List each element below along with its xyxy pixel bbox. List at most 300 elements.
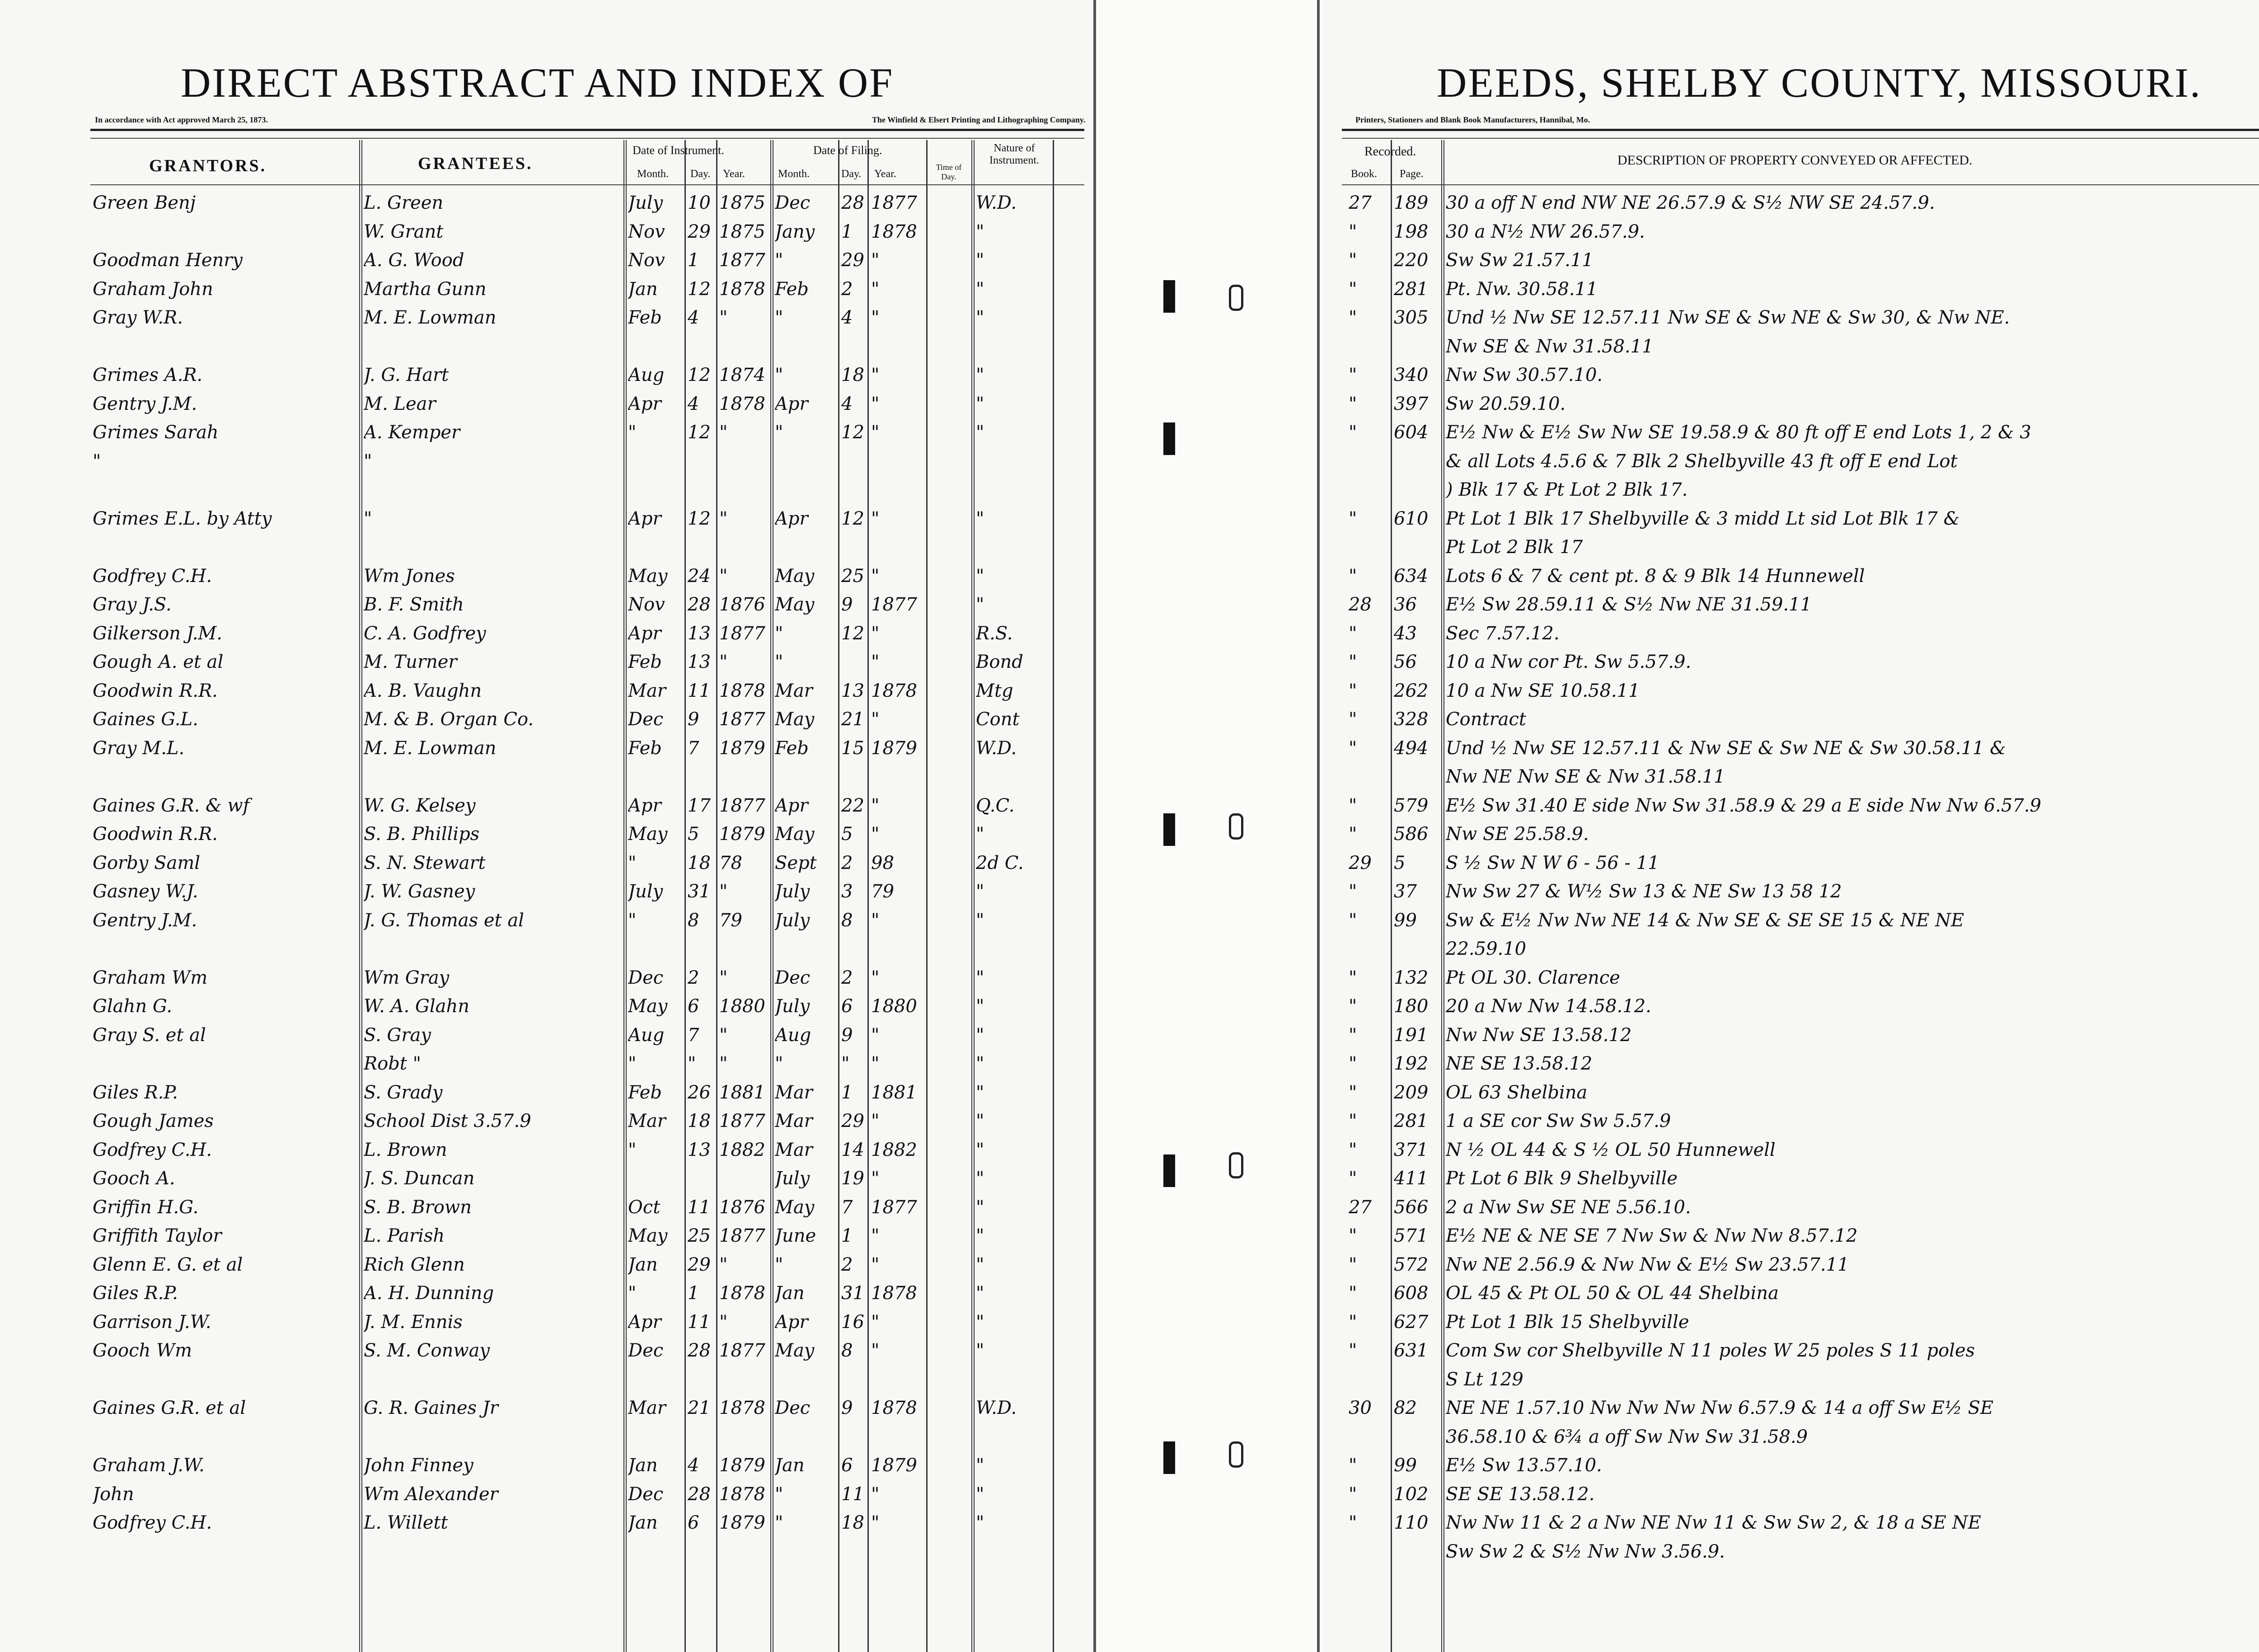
cell-page: 572 bbox=[1394, 1254, 1429, 1275]
cell-f-month: Jan bbox=[775, 1455, 805, 1476]
cell-description: E½ Nw & E½ Sw Nw SE 19.58.9 & 80 ft off E end Lots 1, 2 & 3 bbox=[1446, 422, 2031, 443]
cell-i-year: 1878 bbox=[719, 278, 765, 300]
cell-f-day: 22 bbox=[841, 795, 864, 816]
cell-nature: " bbox=[976, 594, 984, 615]
cell-f-month: " bbox=[775, 422, 783, 443]
ledger-row bbox=[0, 362, 1093, 387]
cell-i-month: May bbox=[628, 565, 668, 587]
cell-i-month: Dec bbox=[628, 1483, 664, 1505]
cell-f-year: 1878 bbox=[871, 1283, 917, 1304]
cell-description: Nw NE 2.56.9 & Nw Nw & E½ Sw 23.57.11 bbox=[1446, 1254, 1849, 1275]
cell-i-day: 26 bbox=[688, 1082, 711, 1103]
cell-f-month: May bbox=[775, 594, 815, 615]
cell-i-month: Apr bbox=[628, 508, 661, 529]
cell-description: S ½ Sw N W 6 - 56 - 11 bbox=[1446, 852, 1659, 873]
ledger-row-description bbox=[1324, 1079, 2259, 1105]
cell-i-month: Feb bbox=[628, 652, 662, 672]
ledger-row-description bbox=[1324, 678, 2259, 703]
cell-f-day: 8 bbox=[841, 1340, 853, 1361]
cell-grantor: Gaines G.L. bbox=[93, 709, 198, 730]
cell-grantor: John bbox=[93, 1483, 134, 1505]
cell-nature: " bbox=[976, 307, 984, 328]
ledger-row-description bbox=[1324, 620, 2259, 646]
cell-description: E½ NE & NE SE 7 Nw Sw & Nw Nw 8.57.12 bbox=[1446, 1225, 1858, 1246]
cell-i-month: Aug bbox=[628, 365, 665, 385]
ledger-row-description bbox=[1324, 1366, 2259, 1392]
cell-page: 192 bbox=[1394, 1053, 1429, 1074]
cell-f-year: 1877 bbox=[871, 192, 917, 213]
ledger-row bbox=[0, 219, 1093, 244]
cell-i-month: Feb bbox=[628, 307, 662, 328]
cell-book: " bbox=[1349, 1254, 1357, 1275]
cell-f-month: May bbox=[775, 1197, 815, 1218]
cell-nature: " bbox=[976, 250, 984, 271]
cell-description: Pt. Nw. 30.58.11 bbox=[1446, 278, 1598, 300]
cell-description: E½ Sw 31.40 E side Nw Sw 31.58.9 & 29 a E side Nw Nw 6.57.9 bbox=[1446, 795, 2042, 816]
cell-page: 191 bbox=[1394, 1024, 1429, 1046]
cell-book: " bbox=[1349, 393, 1357, 414]
cell-book: " bbox=[1349, 737, 1357, 759]
cell-nature: " bbox=[976, 1082, 984, 1103]
cell-grantee: S. M. Conway bbox=[364, 1340, 490, 1361]
cell-i-day: 12 bbox=[688, 365, 711, 385]
cell-grantee: A. G. Wood bbox=[364, 250, 464, 271]
cell-f-year: 1882 bbox=[871, 1139, 917, 1160]
cell-i-day: 7 bbox=[688, 1024, 699, 1046]
cell-nature: " bbox=[976, 1311, 984, 1333]
cell-grantee: Martha Gunn bbox=[364, 278, 487, 300]
ledger-row-description bbox=[1324, 1539, 2259, 1564]
cell-grantee: M. E. Lowman bbox=[364, 737, 497, 759]
cell-f-day: 7 bbox=[841, 1197, 853, 1218]
cell-page: 262 bbox=[1394, 680, 1429, 701]
cell-f-month: July bbox=[775, 996, 810, 1017]
cell-i-month: Jan bbox=[628, 1455, 658, 1476]
ledger-row-description bbox=[1324, 247, 2259, 272]
instrument-year-header: Year. bbox=[723, 168, 745, 180]
cell-grantor: Goodman Henry bbox=[93, 250, 243, 271]
cell-f-month: " bbox=[775, 307, 783, 328]
cell-f-year: 1878 bbox=[871, 1398, 917, 1418]
ledger-row-description bbox=[1324, 1395, 2259, 1420]
ledger-row bbox=[0, 1366, 1093, 1392]
ledger-row-description bbox=[1324, 993, 2259, 1018]
ledger-row-description bbox=[1324, 1338, 2259, 1363]
cell-description: 36.58.10 & 6¾ a off Sw Nw Sw 31.58.9 bbox=[1446, 1426, 1808, 1447]
ledger-row-description bbox=[1324, 1108, 2259, 1133]
cell-nature: " bbox=[976, 1283, 984, 1304]
cell-grantor: Giles R.P. bbox=[93, 1283, 178, 1304]
cell-i-year: 1878 bbox=[719, 1283, 765, 1304]
cell-book: 28 bbox=[1349, 594, 1372, 615]
cell-f-year: " bbox=[871, 250, 880, 271]
cell-f-year: " bbox=[871, 278, 880, 300]
cell-f-year: 1880 bbox=[871, 996, 917, 1017]
cell-f-month: " bbox=[775, 1512, 783, 1533]
cell-grantee: M. Lear bbox=[364, 393, 436, 414]
cell-grantee: A. B. Vaughn bbox=[364, 680, 482, 701]
ledger-row bbox=[0, 1022, 1093, 1047]
cell-grantee: J. W. Gasney bbox=[364, 881, 475, 902]
cell-grantee: S. N. Stewart bbox=[364, 852, 486, 873]
cell-grantee: W. G. Kelsey bbox=[364, 795, 476, 816]
cell-page: 604 bbox=[1394, 422, 1429, 443]
cell-i-year: 1876 bbox=[719, 1197, 765, 1218]
cell-description: 30 a off N end NW NE 26.57.9 & S½ NW SE 24.57.9. bbox=[1446, 192, 1935, 213]
cell-i-year: " bbox=[719, 1024, 728, 1046]
cell-f-year: 1881 bbox=[871, 1082, 917, 1103]
cell-i-day: 18 bbox=[688, 852, 711, 873]
ledger-row-description bbox=[1324, 706, 2259, 732]
date-of-instrument-header: Date of Instrument. bbox=[633, 144, 724, 157]
cell-page: 281 bbox=[1394, 278, 1429, 300]
cell-nature: " bbox=[976, 508, 984, 529]
cell-grantor: Glenn E. G. et al bbox=[93, 1254, 243, 1275]
ledger-row-description bbox=[1324, 878, 2259, 904]
cell-f-year: 79 bbox=[871, 881, 894, 902]
cell-i-year: 1882 bbox=[719, 1139, 765, 1160]
cell-grantee: John Finney bbox=[364, 1455, 473, 1476]
ledger-row-description bbox=[1324, 506, 2259, 531]
cell-book: " bbox=[1349, 307, 1357, 328]
cell-description: Nw NE Nw SE & Nw 31.58.11 bbox=[1446, 766, 1725, 787]
cell-i-month: Apr bbox=[628, 623, 661, 644]
ledger-row-description bbox=[1324, 1280, 2259, 1305]
cell-f-month: Mar bbox=[775, 1139, 813, 1160]
cell-i-year: 1877 bbox=[719, 623, 765, 644]
cell-i-year: 1881 bbox=[719, 1082, 765, 1103]
cell-i-month: " bbox=[628, 1053, 637, 1074]
cell-i-day: 21 bbox=[688, 1398, 711, 1418]
cell-page: 397 bbox=[1394, 393, 1429, 414]
cell-i-month: Jan bbox=[628, 1254, 658, 1275]
ledger-row bbox=[0, 1194, 1093, 1220]
ledger-row-description bbox=[1324, 305, 2259, 330]
cell-page: 281 bbox=[1394, 1111, 1429, 1131]
cell-f-day: 9 bbox=[841, 1024, 853, 1046]
cell-grantee: Wm Alexander bbox=[364, 1483, 498, 1505]
cell-i-month: " bbox=[628, 1139, 637, 1160]
cell-grantor: Graham John bbox=[93, 278, 213, 300]
cell-i-day: 24 bbox=[688, 565, 711, 587]
cell-grantor: Gray M.L. bbox=[93, 737, 185, 759]
cell-i-year: 1878 bbox=[719, 1398, 765, 1418]
cell-i-day: 29 bbox=[688, 1254, 711, 1275]
cell-grantee: M. Turner bbox=[364, 652, 457, 672]
cell-i-year: 78 bbox=[719, 852, 742, 873]
cell-nature: W.D. bbox=[976, 192, 1017, 213]
ledger-row bbox=[0, 1510, 1093, 1535]
cell-f-month: Mar bbox=[775, 1082, 813, 1103]
cell-i-year: 1877 bbox=[719, 1111, 765, 1131]
cell-page: 220 bbox=[1394, 250, 1429, 271]
cell-f-month: " bbox=[775, 1483, 783, 1505]
cell-i-year: 1879 bbox=[719, 1512, 765, 1533]
cell-nature: " bbox=[976, 422, 984, 443]
cell-book: " bbox=[1349, 910, 1357, 931]
cell-f-month: Apr bbox=[775, 508, 808, 529]
recorded-header: Recorded. bbox=[1364, 145, 1416, 159]
cell-grantor: Godfrey C.H. bbox=[93, 1512, 212, 1533]
instrument-day-header: Day. bbox=[690, 168, 711, 180]
description-header: DESCRIPTION OF PROPERTY CONVEYED OR AFFECTED. bbox=[1617, 153, 1973, 168]
cell-grantor: Goodwin R.R. bbox=[93, 680, 218, 701]
cell-f-year: " bbox=[871, 652, 880, 672]
cell-nature: " bbox=[976, 1111, 984, 1131]
ledger-row bbox=[0, 276, 1093, 301]
cell-description: Sw & E½ Nw Nw NE 14 & Nw SE & SE SE 15 & NE NE bbox=[1446, 910, 1964, 931]
cell-f-year: " bbox=[871, 1111, 880, 1131]
cell-grantor: Griffin H.G. bbox=[93, 1197, 199, 1218]
header-top-rule-thin bbox=[1342, 138, 2259, 139]
ledger-row-description bbox=[1324, 391, 2259, 416]
filing-month-header: Month. bbox=[778, 168, 810, 180]
cell-f-year: " bbox=[871, 1225, 880, 1246]
cell-f-month: Apr bbox=[775, 393, 808, 414]
cell-f-month: Jan bbox=[775, 1283, 805, 1304]
cell-i-day: 9 bbox=[688, 709, 699, 730]
ledger-row bbox=[0, 678, 1093, 703]
cell-grantee: A. H. Dunning bbox=[364, 1283, 494, 1304]
cell-page: 37 bbox=[1394, 881, 1417, 902]
cell-f-month: May bbox=[775, 565, 815, 587]
cell-i-year: 1877 bbox=[719, 1225, 765, 1246]
cell-i-year: 79 bbox=[719, 910, 742, 931]
cell-i-day: 5 bbox=[688, 824, 699, 845]
cell-i-day: 11 bbox=[688, 1311, 711, 1333]
cell-i-month: Mar bbox=[628, 1111, 666, 1131]
cell-i-day: 1 bbox=[688, 250, 699, 271]
cell-f-day: 18 bbox=[841, 1512, 864, 1533]
cell-f-day: 1 bbox=[841, 221, 853, 242]
cell-i-day: 12 bbox=[688, 422, 711, 443]
cell-i-month: Apr bbox=[628, 393, 661, 414]
cell-grantor: " bbox=[93, 451, 101, 472]
cell-f-day: 14 bbox=[841, 1139, 864, 1160]
header-bottom-rule bbox=[1342, 184, 2259, 185]
cell-description: 20 a Nw Nw 14.58.12. bbox=[1446, 996, 1651, 1017]
cell-f-day: 28 bbox=[841, 192, 864, 213]
cell-book: " bbox=[1349, 1024, 1357, 1046]
cell-grantee: M. E. Lowman bbox=[364, 307, 497, 328]
cell-book: 27 bbox=[1349, 1197, 1372, 1218]
ledger-row bbox=[0, 936, 1093, 961]
ledger-row-description bbox=[1324, 1051, 2259, 1076]
cell-i-month: " bbox=[628, 852, 637, 873]
ledger-row bbox=[0, 706, 1093, 732]
cell-i-month: May bbox=[628, 1225, 668, 1246]
cell-i-year: 1877 bbox=[719, 250, 765, 271]
cell-book: " bbox=[1349, 250, 1357, 271]
cell-i-year: 1878 bbox=[719, 393, 765, 414]
binding-hole bbox=[1229, 285, 1243, 311]
printer-note: The Winfield & Elsert Printing and Lithographing Company. bbox=[872, 115, 1086, 124]
cell-page: 36 bbox=[1394, 594, 1417, 615]
cell-i-year: 1879 bbox=[719, 737, 765, 759]
ledger-row-description bbox=[1324, 477, 2259, 502]
cell-grantor: Gray S. et al bbox=[93, 1024, 206, 1046]
cell-book: " bbox=[1349, 1340, 1357, 1361]
cell-book: " bbox=[1349, 1483, 1357, 1505]
cell-f-day: " bbox=[841, 1053, 850, 1074]
cell-description: Nw Sw 27 & W½ Sw 13 & NE Sw 13 58 12 bbox=[1446, 881, 1842, 902]
cell-i-day: 31 bbox=[688, 881, 711, 902]
cell-i-month: Aug bbox=[628, 1024, 665, 1046]
ledger-row-description bbox=[1324, 1252, 2259, 1277]
cell-i-year: " bbox=[719, 422, 728, 443]
ledger-row bbox=[0, 190, 1093, 215]
cell-f-day: 4 bbox=[841, 307, 853, 328]
book-gutter bbox=[1093, 0, 1324, 1652]
cell-f-day: 1 bbox=[841, 1082, 853, 1103]
cell-grantor: Gentry J.M. bbox=[93, 393, 197, 414]
header-top-rule bbox=[90, 129, 1084, 131]
cell-i-day: 1 bbox=[688, 1283, 699, 1304]
cell-i-year: 1879 bbox=[719, 824, 765, 845]
cell-description: Lots 6 & 7 & cent pt. 8 & 9 Blk 14 Hunnewell bbox=[1446, 565, 1865, 587]
cell-nature: " bbox=[976, 393, 984, 414]
ledger-row-description bbox=[1324, 764, 2259, 789]
cell-f-month: Mar bbox=[775, 680, 813, 701]
cell-f-month: July bbox=[775, 1168, 810, 1189]
cell-grantor: Gray W.R. bbox=[93, 307, 183, 328]
cell-i-year: " bbox=[719, 967, 728, 988]
cell-f-day: 2 bbox=[841, 967, 853, 988]
cell-grantee: S. Gray bbox=[364, 1024, 431, 1046]
cell-book: " bbox=[1349, 422, 1357, 443]
cell-page: 371 bbox=[1394, 1139, 1429, 1160]
cell-grantor: Gilkerson J.M. bbox=[93, 623, 222, 644]
cell-nature: " bbox=[976, 1225, 984, 1246]
cell-grantor: Gooch A. bbox=[93, 1168, 175, 1189]
cell-grantor: Grimes Sarah bbox=[93, 422, 219, 443]
cell-i-month: " bbox=[628, 422, 637, 443]
cell-i-year: 1876 bbox=[719, 594, 765, 615]
cell-i-day: 13 bbox=[688, 1139, 711, 1160]
binding-stitch bbox=[1163, 1155, 1175, 1187]
cell-description: E½ Sw 28.59.11 & S½ Nw NE 31.59.11 bbox=[1446, 594, 1812, 615]
ledger-row-description bbox=[1324, 821, 2259, 846]
cell-page: 102 bbox=[1394, 1483, 1429, 1505]
cell-nature: 2d C. bbox=[976, 852, 1024, 873]
cell-book: " bbox=[1349, 508, 1357, 529]
cell-description: Nw Nw 11 & 2 a Nw NE Nw 11 & Sw Sw 2, & 18 a SE NE bbox=[1446, 1512, 1981, 1533]
cell-i-month: July bbox=[628, 192, 663, 213]
cell-grantee: A. Kemper bbox=[364, 422, 460, 443]
cell-grantee: S. B. Phillips bbox=[364, 824, 480, 845]
cell-i-year: 1878 bbox=[719, 1483, 765, 1505]
ledger-row bbox=[0, 1395, 1093, 1420]
ledger-row-description bbox=[1324, 936, 2259, 961]
date-of-filing-header: Date of Filing. bbox=[813, 144, 882, 157]
cell-grantor: Gorby Saml bbox=[93, 852, 201, 873]
cell-description: 10 a Nw cor Pt. Sw 5.57.9. bbox=[1446, 652, 1692, 672]
cell-grantor: Gentry J.M. bbox=[93, 910, 197, 931]
cell-grantee: W. A. Glahn bbox=[364, 996, 469, 1017]
ledger-row bbox=[0, 591, 1093, 617]
cell-grantee: Wm Gray bbox=[364, 967, 450, 988]
cell-i-day: 28 bbox=[688, 1340, 711, 1361]
cell-nature: " bbox=[976, 1254, 984, 1275]
ledger-row-description bbox=[1324, 1510, 2259, 1535]
ledger-row bbox=[0, 735, 1093, 760]
ledger-row bbox=[0, 563, 1093, 588]
cell-i-month: Nov bbox=[628, 250, 665, 271]
cell-grantor: Godfrey C.H. bbox=[93, 1139, 212, 1160]
cell-grantor: Gray J.S. bbox=[93, 594, 172, 615]
cell-page: 631 bbox=[1394, 1340, 1429, 1361]
header-top-rule-thin bbox=[90, 138, 1084, 139]
ledger-row bbox=[0, 1223, 1093, 1248]
right-page-title: DEEDS, SHELBY COUNTY, MISSOURI. bbox=[1437, 60, 2202, 106]
cell-description: Pt Lot 1 Blk 15 Shelbyville bbox=[1446, 1311, 1689, 1333]
cell-f-day: 16 bbox=[841, 1311, 864, 1333]
cell-i-month: Dec bbox=[628, 1340, 664, 1361]
cell-f-year: " bbox=[871, 709, 880, 730]
cell-f-year: 1878 bbox=[871, 680, 917, 701]
cell-i-day: 4 bbox=[688, 307, 699, 328]
cell-grantee: J. G. Hart bbox=[364, 365, 449, 385]
cell-grantor: Gaines G.R. et al bbox=[93, 1398, 246, 1418]
cell-grantor: Gasney W.J. bbox=[93, 881, 198, 902]
cell-book: " bbox=[1349, 652, 1357, 672]
cell-nature: " bbox=[976, 565, 984, 587]
cell-i-month: Oct bbox=[628, 1197, 661, 1218]
cell-f-year: " bbox=[871, 1168, 880, 1189]
cell-book: " bbox=[1349, 680, 1357, 701]
cell-f-day: 2 bbox=[841, 278, 853, 300]
cell-book: " bbox=[1349, 1512, 1357, 1533]
cell-i-month: Mar bbox=[628, 1398, 666, 1418]
cell-f-day: 29 bbox=[841, 250, 864, 271]
cell-f-day: 18 bbox=[841, 365, 864, 385]
cell-nature: W.D. bbox=[976, 1398, 1017, 1418]
ledger-row-description bbox=[1324, 591, 2259, 617]
cell-grantor: Gough A. et al bbox=[93, 652, 224, 672]
ledger-row bbox=[0, 850, 1093, 875]
cell-nature: " bbox=[976, 278, 984, 300]
cell-nature: " bbox=[976, 1053, 984, 1074]
cell-nature: " bbox=[976, 1024, 984, 1046]
cell-nature: Cont bbox=[976, 709, 1020, 730]
cell-i-month: Dec bbox=[628, 967, 664, 988]
ledger-row bbox=[0, 1424, 1093, 1449]
cell-f-day: 12 bbox=[841, 508, 864, 529]
ledger-row-description bbox=[1324, 419, 2259, 445]
ledger-row bbox=[0, 1280, 1093, 1305]
cell-grantee: School Dist 3.57.9 bbox=[364, 1111, 531, 1131]
ledger-row bbox=[0, 1165, 1093, 1191]
book-header: Book. bbox=[1351, 168, 1378, 180]
binding-stitch bbox=[1163, 422, 1175, 455]
cell-page: 209 bbox=[1394, 1082, 1429, 1103]
cell-f-year: " bbox=[871, 824, 880, 845]
cell-page: 340 bbox=[1394, 365, 1429, 385]
cell-f-month: May bbox=[775, 1340, 815, 1361]
cell-page: 610 bbox=[1394, 508, 1429, 529]
cell-book: " bbox=[1349, 795, 1357, 816]
cell-book: 29 bbox=[1349, 852, 1372, 873]
cell-grantee: Rich Glenn bbox=[364, 1254, 465, 1275]
cell-grantor: Grimes A.R. bbox=[93, 365, 203, 385]
cell-page: 132 bbox=[1394, 967, 1429, 988]
cell-i-day: 6 bbox=[688, 996, 699, 1017]
ledger-row-description bbox=[1324, 965, 2259, 990]
cell-grantee: W. Grant bbox=[364, 221, 444, 242]
cell-grantor: Griffith Taylor bbox=[93, 1225, 222, 1246]
cell-description: 10 a Nw SE 10.58.11 bbox=[1446, 680, 1640, 701]
cell-description: S Lt 129 bbox=[1446, 1369, 1523, 1390]
